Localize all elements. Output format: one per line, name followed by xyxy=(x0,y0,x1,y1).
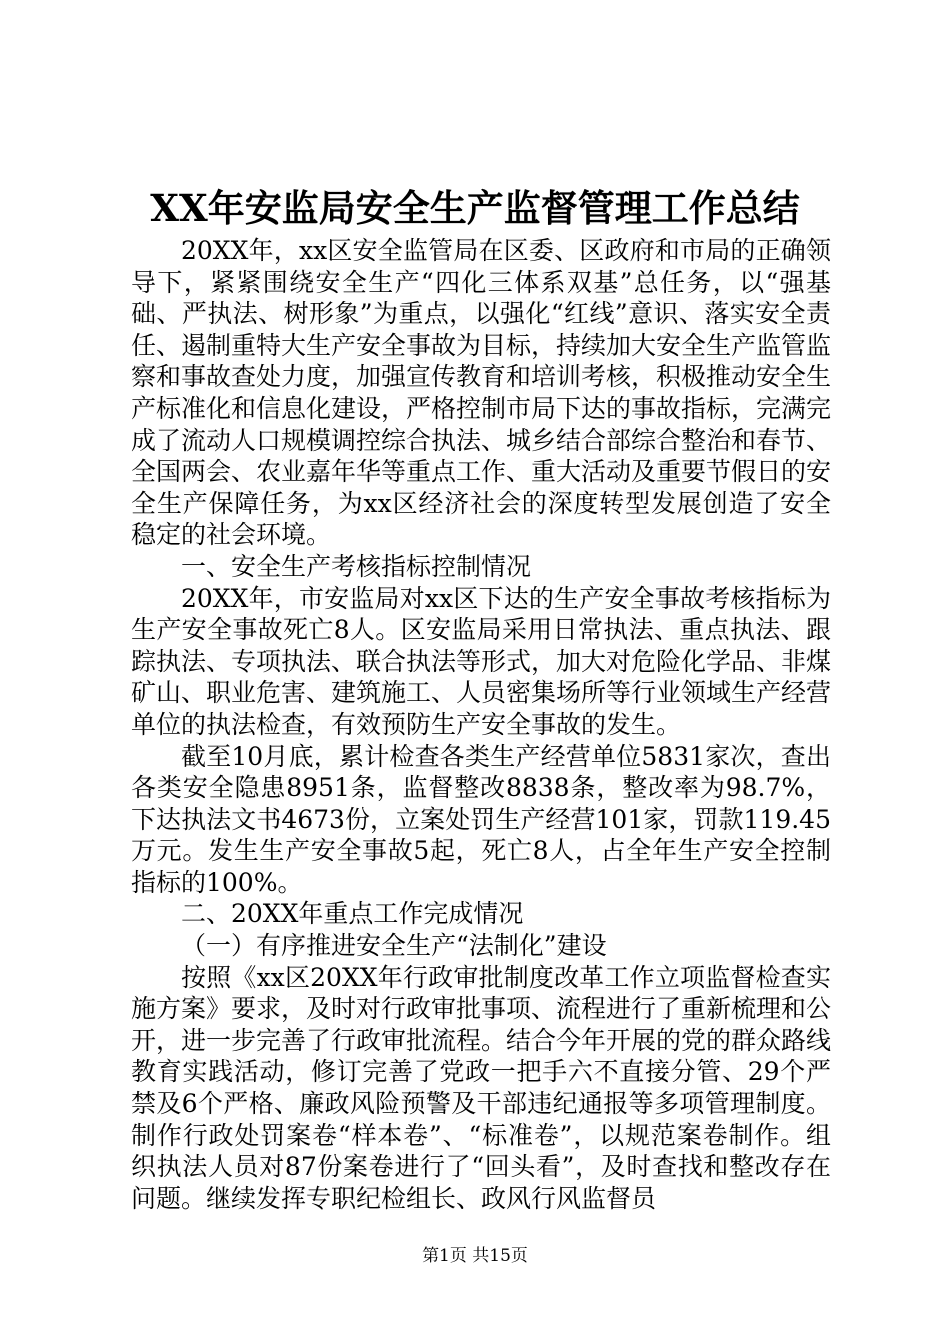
document-title: XX年安监局安全生产监督管理工作总结 xyxy=(150,186,800,230)
section-heading-1: 一、安全生产考核指标控制情况 xyxy=(181,551,532,581)
paragraph-inspection-stats: 截至10月底，累计检查各类生产经营单位5831家次，查出各类安全隐患8951条，监督整改8838条，整改率为98.7%，下达执法文书4673份，立案处罚生产经营101家，罚款119.45万元。发生生产安全事故5起，死亡8人，占全年生产安全控制指标的100%。 xyxy=(131,741,831,897)
page-number: 第1页 共15页 xyxy=(422,1246,528,1266)
document-body xyxy=(131,235,831,1214)
paragraph-legalization: 按照《xx区20XX年行政审批制度改革工作立项监督检查实施方案》要求，及时对行政审批事项、流程进行了重新梳理和公开，进一步完善了行政审批流程。结合今年开展的党的群众路线教育实践活动，修订完善了党政一把手六不直接分管、29个严禁及6个严格、廉政风险预警及干部违纪通报等多项管理制度。制作行政处罚案卷“样本卷”、“标准卷”，以规范案卷制作。组织执法人员对87份案卷进行了“回头看”，及时查找和整改存在问题。继续发挥专职纪检组长、政风行风监督员 xyxy=(131,962,832,1213)
paragraph-intro: 20XX年，xx区安全监管局在区委、区政府和市局的正确领导下，紧紧围绕安全生产“四化三体系双基”总任务，以“强基础、严执法、树形象”为重点，以强化“红线”意识、落实安全责任、遏制重特大生产安全事故为目标，持续加大安全生产监管监察和事故查处力度，加强宣传教育和培训考核，积极推动安全生产标准化和信息化建设，严格控制市局下达的事故指标，完满完成了流动人口规模调控综合执法、城乡结合部综合整治和春节、全国两会、农业嘉年华等重点工作、重大活动及重要节假日的安全生产保障任务，为xx区经济社会的深度转型发展创造了安全稳定的社会环境。 xyxy=(131,236,832,550)
section-heading-2: 二、20XX年重点工作完成情况 xyxy=(181,899,524,929)
paragraph-indicator-target: 20XX年，市安监局对xx区下达的生产安全事故考核指标为生产安全事故死亡8人。区安监局采用日常执法、重点执法、跟踪执法、专项执法、联合执法等形式，加大对危险化学品、非煤矿山、职业危害、建筑施工、人员密集场所等行业领域生产经营单位的执法检查，有效预防生产安全事故的发生。 xyxy=(131,583,832,739)
subsection-heading-1: （一）有序推进安全生产“法制化”建设 xyxy=(181,931,607,961)
